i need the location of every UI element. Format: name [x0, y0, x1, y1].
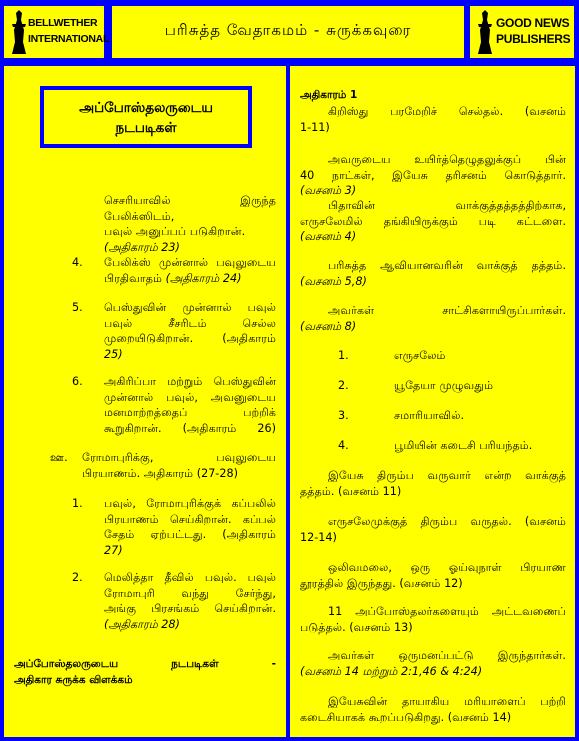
right-entry	[300, 468, 566, 499]
outline-num: ஊ.	[50, 451, 68, 464]
outline-line: அகிரிப்பா மற்றும் பெஸ்துவின்	[104, 375, 276, 388]
entry-line: 40 நாட்கள், இயேசு தரிசனம் கொடுத்தார்.	[300, 168, 566, 182]
entry-line: பிதாவின் வாக்குத்தத்தத்திற்காக,	[328, 199, 566, 212]
summary-heading	[14, 657, 276, 688]
right-entry	[300, 104, 566, 135]
entry-line: (வசனம் 5,8)	[300, 274, 367, 288]
entry-line: அவருடைய உயிர்த்தெழுதலுக்குப் பின்	[328, 153, 566, 166]
list-item: சமாரியாவில்.	[394, 409, 465, 422]
book-title-line1: அப்போஸ்தலருடைய	[79, 100, 213, 116]
entry-line: இயேசு திரும்ப வருவார் என்ற வாக்குத்	[328, 469, 566, 482]
outline-item	[104, 300, 276, 362]
outline-line: பெஸ்துவின் முன்னால் பவுல்	[104, 301, 276, 314]
entry-line: (வசனம் 14 மற்றும் 2:1,46 & 4:24)	[300, 664, 483, 678]
list-item: யூதேயா முழுவதும்	[394, 379, 494, 392]
entry-line: 1-11)	[300, 120, 330, 134]
title-box	[112, 6, 464, 58]
entry-line: (வசனம் 3)	[300, 184, 357, 197]
outline-ref: 27)	[104, 543, 123, 557]
outline-ref: 25)	[104, 347, 123, 361]
outline-item	[104, 496, 276, 558]
outline-line: பிரயாணம் செய்கிறான். கப்பல்	[104, 512, 276, 526]
list-num: 1.	[338, 349, 349, 362]
outline-num: 6.	[72, 375, 83, 388]
outline-num: 2.	[72, 571, 83, 584]
entry-line: படுத்தல். (வசனம் 13)	[300, 620, 413, 634]
right-entry	[300, 303, 566, 334]
entry-line: எருசலேமுக்குத் திரும்ப வருதல். (வசனம்	[328, 515, 566, 528]
entry-line: தூரத்தில் இருந்தது. (வசனம் 12)	[300, 576, 463, 590]
list-item: பூமியின் கடைசி பரியந்தம்.	[394, 439, 533, 452]
entry-line: (வசனம் 8)	[300, 319, 357, 333]
right-entry	[300, 258, 566, 289]
outline-line: மெலித்தா தீவில் பவுல். பவுல்	[104, 571, 276, 584]
bellwether-figure-icon	[8, 8, 30, 56]
entry-line: அவர்கள் சாட்சிகளாயிருப்பார்கள்.	[328, 304, 566, 317]
entry-line: ஒலிவமலை, ஒரு ஓய்வுநாள் பிரயாண	[328, 561, 566, 574]
right-entry	[300, 514, 566, 545]
right-entry	[300, 198, 566, 245]
outline-ref: (அதிகாரம் 28)	[104, 617, 180, 631]
list-num: 3.	[338, 409, 349, 422]
outline-line: சேதம் ஏற்பட்டது. (அதிகாரம்	[104, 528, 276, 541]
list-num: 4.	[338, 439, 349, 452]
outline-num: 4.	[72, 256, 83, 269]
right-entry	[300, 604, 566, 635]
entry-line: பரிசுத்த ஆவியானவரின் வாக்குத் தத்தம்.	[328, 259, 566, 272]
outline-line: பிரயாணம். அதிகாரம் (27-28)	[82, 466, 238, 480]
outline-item	[104, 255, 276, 286]
right-entry	[300, 694, 566, 725]
summary-heading-line2: அதிகார சுருக்க விளக்கம்	[14, 673, 133, 686]
outline-item	[104, 193, 276, 255]
bellwether-logo-line2: INTERNATIONAL	[28, 33, 110, 45]
outline-line: முறையிடுகிறான். (அதிகாரம்	[104, 332, 276, 345]
entry-line: 11 அப்போஸ்தலர்களையும் அட்டவணைப்	[328, 605, 566, 618]
bellwether-logo	[4, 6, 110, 58]
entry-line: இயேசுவின் தாயாகிய மரியாளைப் பற்றி	[328, 695, 566, 708]
column-divider	[286, 62, 290, 741]
good-news-logo-line2: PUBLISHERS	[496, 32, 571, 46]
outline-line: செசரியாவில் இருந்த பேலிக்ஸிடம்,	[104, 194, 276, 223]
outline-item	[104, 570, 276, 632]
outline-line: கூறுகிறான். (அதிகாரம் 26)	[104, 421, 276, 435]
right-entry	[300, 648, 566, 679]
entry-line: (வசனம் 4)	[300, 230, 357, 243]
list-num: 2.	[338, 379, 349, 392]
entry-line: 12-14)	[300, 530, 337, 544]
outline-line: முன்னால் பவுல், அவனுடைய	[104, 390, 276, 404]
chapter-heading: அதிகாரம் 1	[300, 89, 358, 101]
book-title-box	[40, 86, 252, 148]
outline-num: 1.	[72, 497, 83, 510]
book-title-line2: நடபடிகள்	[115, 120, 177, 136]
outline-ref: (அதிகாரம் 23)	[104, 240, 180, 254]
outline-num: 5.	[72, 301, 83, 314]
summary-heading-line1: அப்போஸ்தலருடைய நடபடிகள் -	[14, 658, 276, 670]
right-entry	[300, 152, 566, 199]
bellwether-logo-line1: BELLWETHER	[28, 17, 98, 29]
outline-line: ரோமாபுரி வந்து சேர்ந்து,	[104, 586, 276, 600]
page-title: பரிசுத்த வேதாகமம் - சுருக்கவுரை	[164, 21, 412, 39]
outline-line: பவுல், ரோமாபுரிக்குக் கப்பலில்	[104, 497, 276, 510]
right-entry	[300, 560, 566, 591]
good-news-figure-icon	[474, 8, 496, 56]
outline-line: மனமாற்றத்தைப் பற்றிக்	[104, 406, 276, 419]
entry-line: அவர்கள் ஒருமனப்பட்டு இருந்தார்கள்.	[328, 649, 566, 662]
outline-item	[104, 374, 276, 436]
outline-item	[82, 450, 276, 481]
outline-line: பேலிக்ஸ் முன்னால் பவுலுடைய	[104, 256, 276, 269]
entry-line: கடைசியாகக் கூறப்படுகிறது. (வசனம் 14)	[300, 710, 512, 724]
list-item: எருசலேம்	[394, 349, 446, 362]
outline-line: பவுல் சீசரிடம் செல்ல	[104, 316, 276, 330]
outline-line: அங்கு பிரசங்கம் செய்கிறான்.	[104, 602, 276, 615]
entry-line: தத்தம். (வசனம் 11)	[300, 484, 402, 498]
outline-line: பவுல் அனுப்பப் படுகிறான்.	[104, 225, 246, 238]
good-news-logo-line1: GOOD NEWS	[496, 16, 570, 30]
outline-line: பிரதிவாதம் (அதிகாரம் 24)	[104, 271, 242, 285]
outline-line: ரோமாபுரிக்கு, பவுலுடைய	[82, 451, 276, 464]
good-news-logo	[470, 6, 574, 58]
entry-line: கிறிஸ்து பரமேறிச் செல்தல். (வசனம்	[328, 105, 566, 118]
entry-line: எருசலேமில் தங்கியிருக்கும் படி கட்டளை.	[300, 214, 566, 228]
